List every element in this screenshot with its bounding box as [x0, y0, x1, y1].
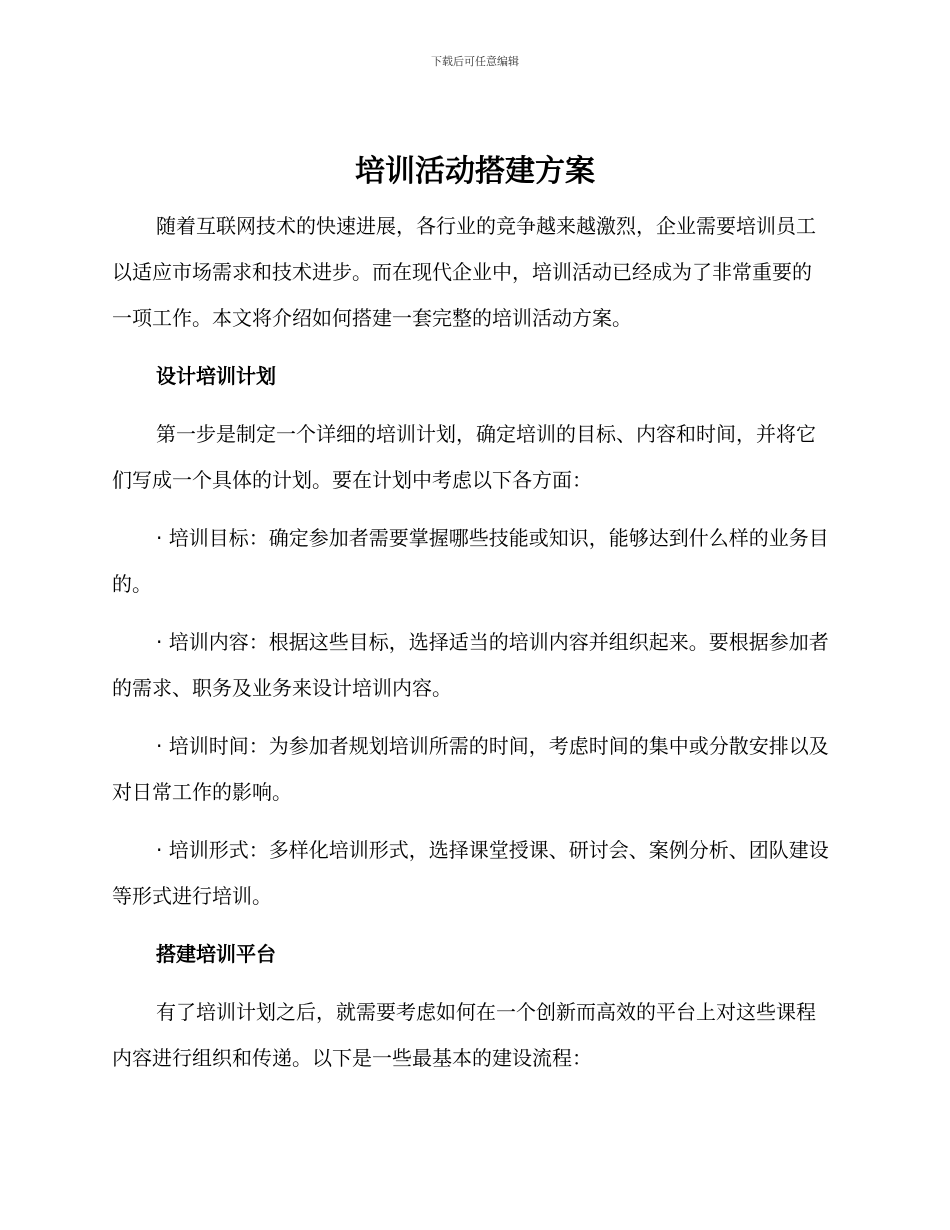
- header-note: 下载后可任意编辑: [431, 55, 519, 68]
- intro-paragraph: 随着互联网技术的快速进展，各行业的竞争越来越激烈，企业需要培训员工以适应市场需求和技术进步。而在现代企业中，培训活动已经成为了非常重要的一项工作。本文将介绍如何搭建一套完整的培训活动方案。: [112, 214, 816, 330]
- section-heading-platform: 搭建培训平台: [156, 942, 276, 966]
- bullet-goal: · 培训目标：确定参加者需要掌握哪些技能或知识，能够达到什么样的业务目的。: [112, 526, 829, 596]
- bullet-content: · 培训内容：根据这些目标，选择适当的培训内容并组织起来。要根据参加者的需求、职务及业务来设计培训内容。: [112, 630, 829, 700]
- bullet-format: · 培训形式：多样化培训形式，选择课堂授课、研讨会、案例分析、团队建设等形式进行培训。: [112, 838, 829, 908]
- document-title: 培训活动搭建方案: [355, 154, 595, 189]
- bullet-time: · 培训时间：为参加者规划培训所需的时间，考虑时间的集中或分散安排以及对日常工作的影响。: [112, 734, 829, 804]
- document-body: [112, 203, 830, 1081]
- plan-paragraph: 第一步是制定一个详细的培训计划，确定培训的目标、内容和时间，并将它们写成一个具体的计划。要在计划中考虑以下各方面：: [112, 422, 816, 492]
- section-heading-plan: 设计培训计划: [156, 364, 276, 388]
- platform-paragraph: 有了培训计划之后，就需要考虑如何在一个创新而高效的平台上对这些课程内容进行组织和传递。以下是一些最基本的建设流程：: [112, 1000, 816, 1070]
